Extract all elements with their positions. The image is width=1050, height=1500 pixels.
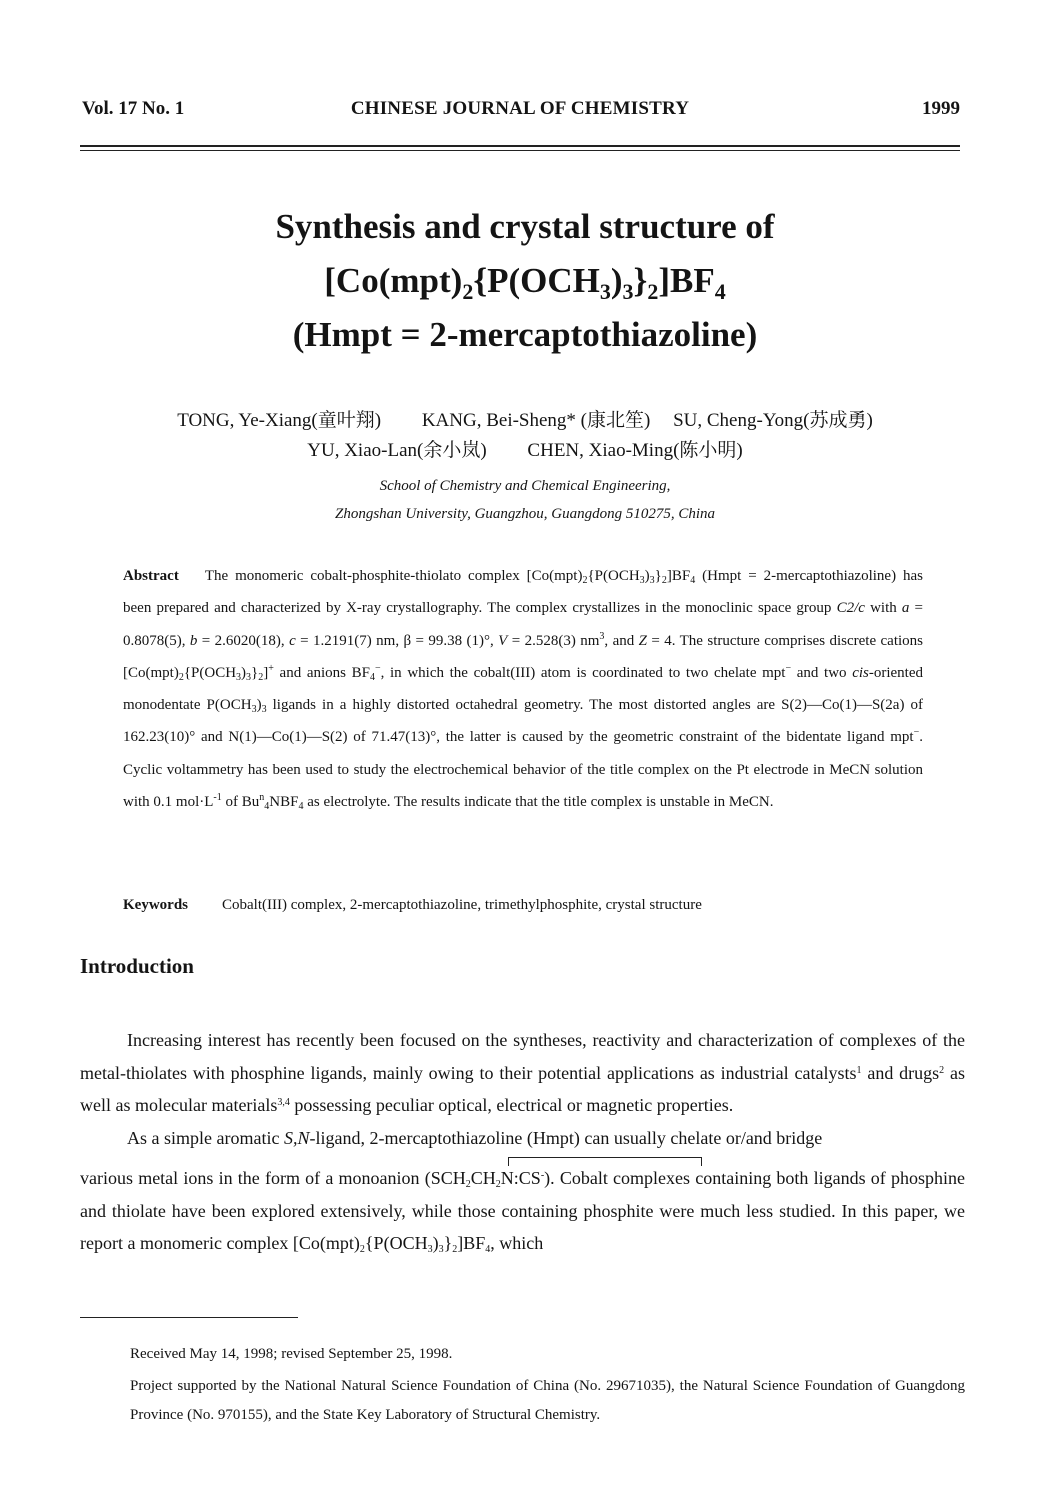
section-heading-introduction: Introduction bbox=[80, 954, 194, 978]
author-su: SU, Cheng-Yong(苏成勇) bbox=[673, 410, 873, 431]
journal-name: CHINESE JOURNAL OF CHEMISTRY bbox=[350, 98, 690, 119]
author-list bbox=[0, 402, 1050, 470]
volume-label: Vol. 17 No. 1 bbox=[82, 98, 185, 119]
header-rule bbox=[80, 145, 960, 147]
year-label: 1999 bbox=[922, 98, 960, 119]
intro-paragraph-2: As a simple aromatic S,N-ligand, 2-mercaptothiazoline (Hmpt) can usually chelate or/and bridge various metal ions in the form of a monoanion $(SCH_2CH_2N:CS^-)$. Cobalt complexes containing both ligands of phosphine and thiolate have been explored extensively, while those containing phosphite were much less studied. In this paper, we report a monomeric complex $[Co(mpt)_2\{P(OCH_3)_3\}_2]BF_4$, which bbox=[80, 1127, 965, 1255]
author-yu: YU, Xiao-Lan(余小岚) bbox=[307, 440, 487, 461]
affiliation: School of Chemistry and Chemical Engineering, Zhongshan University, Guangzhou, Guangdong 510275, China bbox=[334, 478, 715, 522]
author-chen: CHEN, Xiao-Ming(陈小明) bbox=[527, 440, 743, 461]
title-line-2: $[Co(mpt)_2\{P(OCH_3)_3\}_2]BF_4$ bbox=[324, 261, 726, 304]
keywords-label: Keywords bbox=[123, 897, 188, 913]
intro-paragraph-1: Increasing interest has recently been focused on the syntheses, reactivity and characterization of complexes of the metal-thiolates with phosphine ligands, mainly owing to their potential applications as industrial catalysts$^1$ and drugs$^2$ as well as molecular materials$^{3,4}$ possessing peculiar optical, electrical or magnetic properties. bbox=[80, 1030, 966, 1115]
article-title bbox=[0, 200, 1050, 362]
footnote-funding: Project supported by the National Natural Science Foundation of China (No. 29671035), the Natural Science Foundation of Guangdong Province (No. 970155), and the State Key Laboratory of Structural Chemistry. bbox=[130, 1378, 965, 1423]
abstract: Abstract The monomeric cobalt-phosphite-thiolato complex $[Co(mpt)_2\{P(OCH_3)_3\}_2]BF_4$ (Hmpt = 2-mercaptothiazoline) has been prepared and characterized by X-ray crystallography. The complex crystallizes in the monoclinic space group C2/c with a = 0.8078(5), b = 2.6020(18), c = 1.2191(7) nm, β = 99.38 (1)°, V = 2.528(3) $nm^3$, and Z = 4. The structure comprises discrete cations $[Co(mpt)_2\{P(OCH_3)_3\}_2]^+$ and anions $BF_4^-$, in which the cobalt(III) atom is coordinated to two chelate mpt− and two cis-oriented monodentate $P(OCH_3)_3$ ligands in a highly distorted octahedral geometry. The most distorted angles are S(2)—Co(1)—S(2a) of 162.23(10)° and N(1)—Co(1)—S(2) of 71.47(13)°, the latter is caused by the geometric constraint of the bidentate ligand mpt−. Cyclic voltammetry has been used to study the electrochemical behavior of the title complex on the Pt electrode in MeCN solution with 0.1 $mol\cdot L^{-1}$ of $Bu^n_4NBF_4$ as electrolyte. The results indicate that the title complex is unstable in MeCN. bbox=[123, 568, 924, 813]
author-tong: TONG, Ye-Xiang(童叶翔) bbox=[177, 410, 382, 431]
running-head bbox=[80, 98, 960, 126]
introduction-body bbox=[80, 1024, 965, 1260]
footnote-received: Received May 14, 1998; revised September 25, 1998. bbox=[130, 1346, 453, 1362]
keywords-text: Cobalt(III) complex, 2-mercaptothiazoline, trimethylphosphite, crystal structure bbox=[222, 897, 702, 913]
footnote-rule bbox=[80, 1317, 298, 1318]
author-kang: KANG, Bei-Sheng* (康北笙) bbox=[421, 410, 651, 431]
title-line-3: (Hmpt = 2-mercaptothiazoline) bbox=[292, 315, 758, 354]
ring-bond-bracket bbox=[80, 1150, 965, 1170]
header-rule-thin bbox=[80, 150, 960, 151]
footnotes bbox=[130, 1340, 965, 1433]
title-line-1: Synthesis and crystal structure of bbox=[275, 207, 775, 246]
keywords bbox=[123, 893, 923, 917]
abstract-label: Abstract bbox=[123, 568, 179, 584]
